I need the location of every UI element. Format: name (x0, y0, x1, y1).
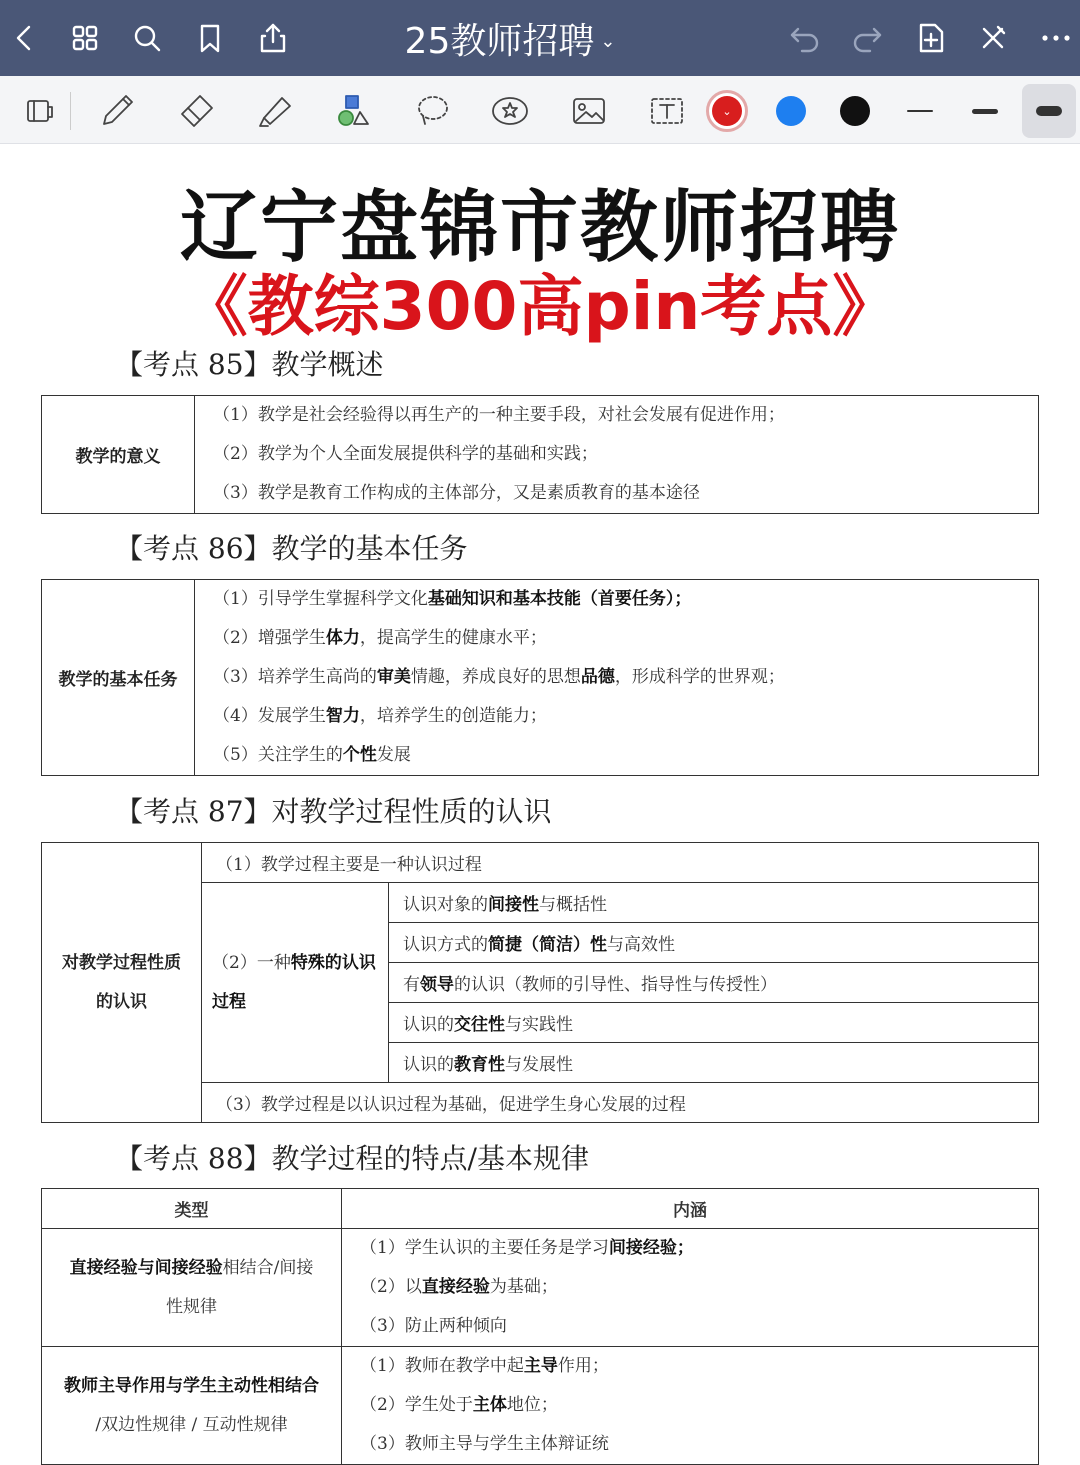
color-swatch-red[interactable] (700, 84, 754, 138)
stroke-width-thick[interactable] (1022, 84, 1076, 138)
section-heading-88: 【考点 88】教学过程的特点/基本规律 (115, 1142, 589, 1175)
table-row-label: 直接经验与间接经验相结合/间接 性规律 (42, 1229, 342, 1347)
table-88 (41, 1188, 1039, 1465)
thick-line-icon (1036, 106, 1062, 116)
table-label: 教学的意义 (42, 396, 195, 514)
table-sublabel: （2）一种特殊的认识 过程 (202, 883, 389, 1083)
column-header-content: 内涵 (342, 1189, 1039, 1229)
bookmark-icon[interactable] (186, 14, 234, 62)
medium-line-icon (972, 109, 998, 114)
color-swatch-blue[interactable] (764, 84, 818, 138)
list-item: （2）以直接经验为基础； (360, 1277, 558, 1297)
list-item: 认识的教育性与发展性 (389, 1043, 1039, 1083)
page-subtitle: 《教综300高pin考点》 (181, 268, 899, 345)
page-title: 辽宁盘锦市教师招聘 (179, 183, 900, 273)
table-content (195, 580, 1039, 776)
list-item: （1）引导学生掌握科学文化基础知识和基本技能（首要任务）； (213, 589, 692, 609)
more-options-icon[interactable] (1032, 14, 1080, 62)
page-layout-icon[interactable] (12, 84, 66, 138)
image-tool-icon[interactable] (562, 84, 616, 138)
section-heading-85: 【考点 85】教学概述 (115, 348, 384, 381)
document-page (0, 145, 1080, 1454)
thin-line-icon (907, 110, 933, 112)
list-item: （2）教学为个人全面发展提供科学的基础和实践； (213, 444, 598, 464)
text-tool-icon[interactable] (640, 84, 694, 138)
table-85 (41, 395, 1039, 514)
document-title: 25教师招聘 (404, 20, 595, 62)
highlighter-tool-icon[interactable] (248, 84, 302, 138)
eraser-tool-icon[interactable] (170, 84, 224, 138)
list-item: （3）教学是教育工作构成的主体部分，又是素质教育的基本途径 (213, 483, 700, 503)
chevron-down-icon: ⌄ (712, 96, 742, 126)
annotation-toolbar (0, 76, 1080, 144)
color-swatch-black[interactable] (828, 84, 882, 138)
sticker-tool-icon[interactable] (483, 84, 537, 138)
color-black-dot (840, 96, 870, 126)
list-item: 有领导的认识（教师的引导性、指导性与传授性） (389, 963, 1039, 1003)
close-pen-icon[interactable] (969, 14, 1017, 62)
list-item: （2）增强学生体力，提高学生的健康水平； (213, 628, 547, 648)
app-top-bar (0, 0, 1080, 76)
stroke-width-thin[interactable] (893, 84, 947, 138)
list-item: 认识对象的间接性与概括性 (389, 883, 1039, 923)
table-label: 教学的基本任务 (42, 580, 195, 776)
color-blue-dot (776, 96, 806, 126)
stroke-width-medium[interactable] (958, 84, 1012, 138)
add-page-icon[interactable] (907, 14, 955, 62)
table-row-content (342, 1229, 1039, 1347)
share-icon[interactable] (249, 14, 297, 62)
list-item: （3）教学过程是以认识过程为基础，促进学生身心发展的过程 (202, 1083, 1039, 1123)
table-label: 对教学过程性质 的认识 (42, 843, 202, 1123)
list-item: （4）发展学生智力，培养学生的创造能力； (213, 706, 547, 726)
toolbar-divider (70, 92, 71, 130)
section-heading-87: 【考点 87】对教学过程性质的认识 (115, 795, 552, 828)
list-item: （1）教师在教学中起主导作用； (360, 1356, 609, 1376)
chevron-down-icon: ⌄ (600, 30, 616, 52)
document-title-dropdown[interactable] (360, 14, 660, 62)
undo-icon[interactable] (781, 14, 829, 62)
grid-view-icon[interactable] (61, 14, 109, 62)
back-icon[interactable] (0, 14, 48, 62)
list-item: （1）教学过程主要是一种认识过程 (202, 843, 1039, 883)
list-item: （3）教师主导与学生主体辩证统 (360, 1434, 609, 1454)
list-item: 认识方式的简捷（简洁）性与高效性 (389, 923, 1039, 963)
search-icon[interactable] (123, 14, 171, 62)
list-item: （5）关注学生的个性发展 (213, 745, 411, 765)
list-item: （3）培养学生高尚的审美情趣，养成良好的思想品德，形成科学的世界观； (213, 667, 785, 687)
list-item: （2）学生处于主体地位； (360, 1395, 558, 1415)
table-87 (41, 842, 1039, 1123)
list-item: （1）教学是社会经验得以再生产的一种主要手段，对社会发展有促进作用； (213, 405, 785, 425)
section-heading-86: 【考点 86】教学的基本任务 (115, 532, 468, 565)
column-header-type: 类型 (42, 1189, 342, 1229)
color-red-selected-indicator (706, 90, 748, 132)
list-item: 认识的交往性与实践性 (389, 1003, 1039, 1043)
list-item: （1）学生认识的主要任务是学习间接经验； (360, 1238, 694, 1258)
shape-tool-icon[interactable] (326, 84, 380, 138)
table-content (195, 396, 1039, 514)
list-item: （3）防止两种倾向 (360, 1316, 507, 1336)
table-86 (41, 579, 1039, 776)
table-row-label: 教师主导作用与学生主动性相结合 /双边性规律 / 互动性规律 (42, 1347, 342, 1465)
lasso-tool-icon[interactable] (405, 84, 459, 138)
table-row-content (342, 1347, 1039, 1465)
pen-tool-icon[interactable] (90, 84, 144, 138)
redo-icon[interactable] (843, 14, 891, 62)
